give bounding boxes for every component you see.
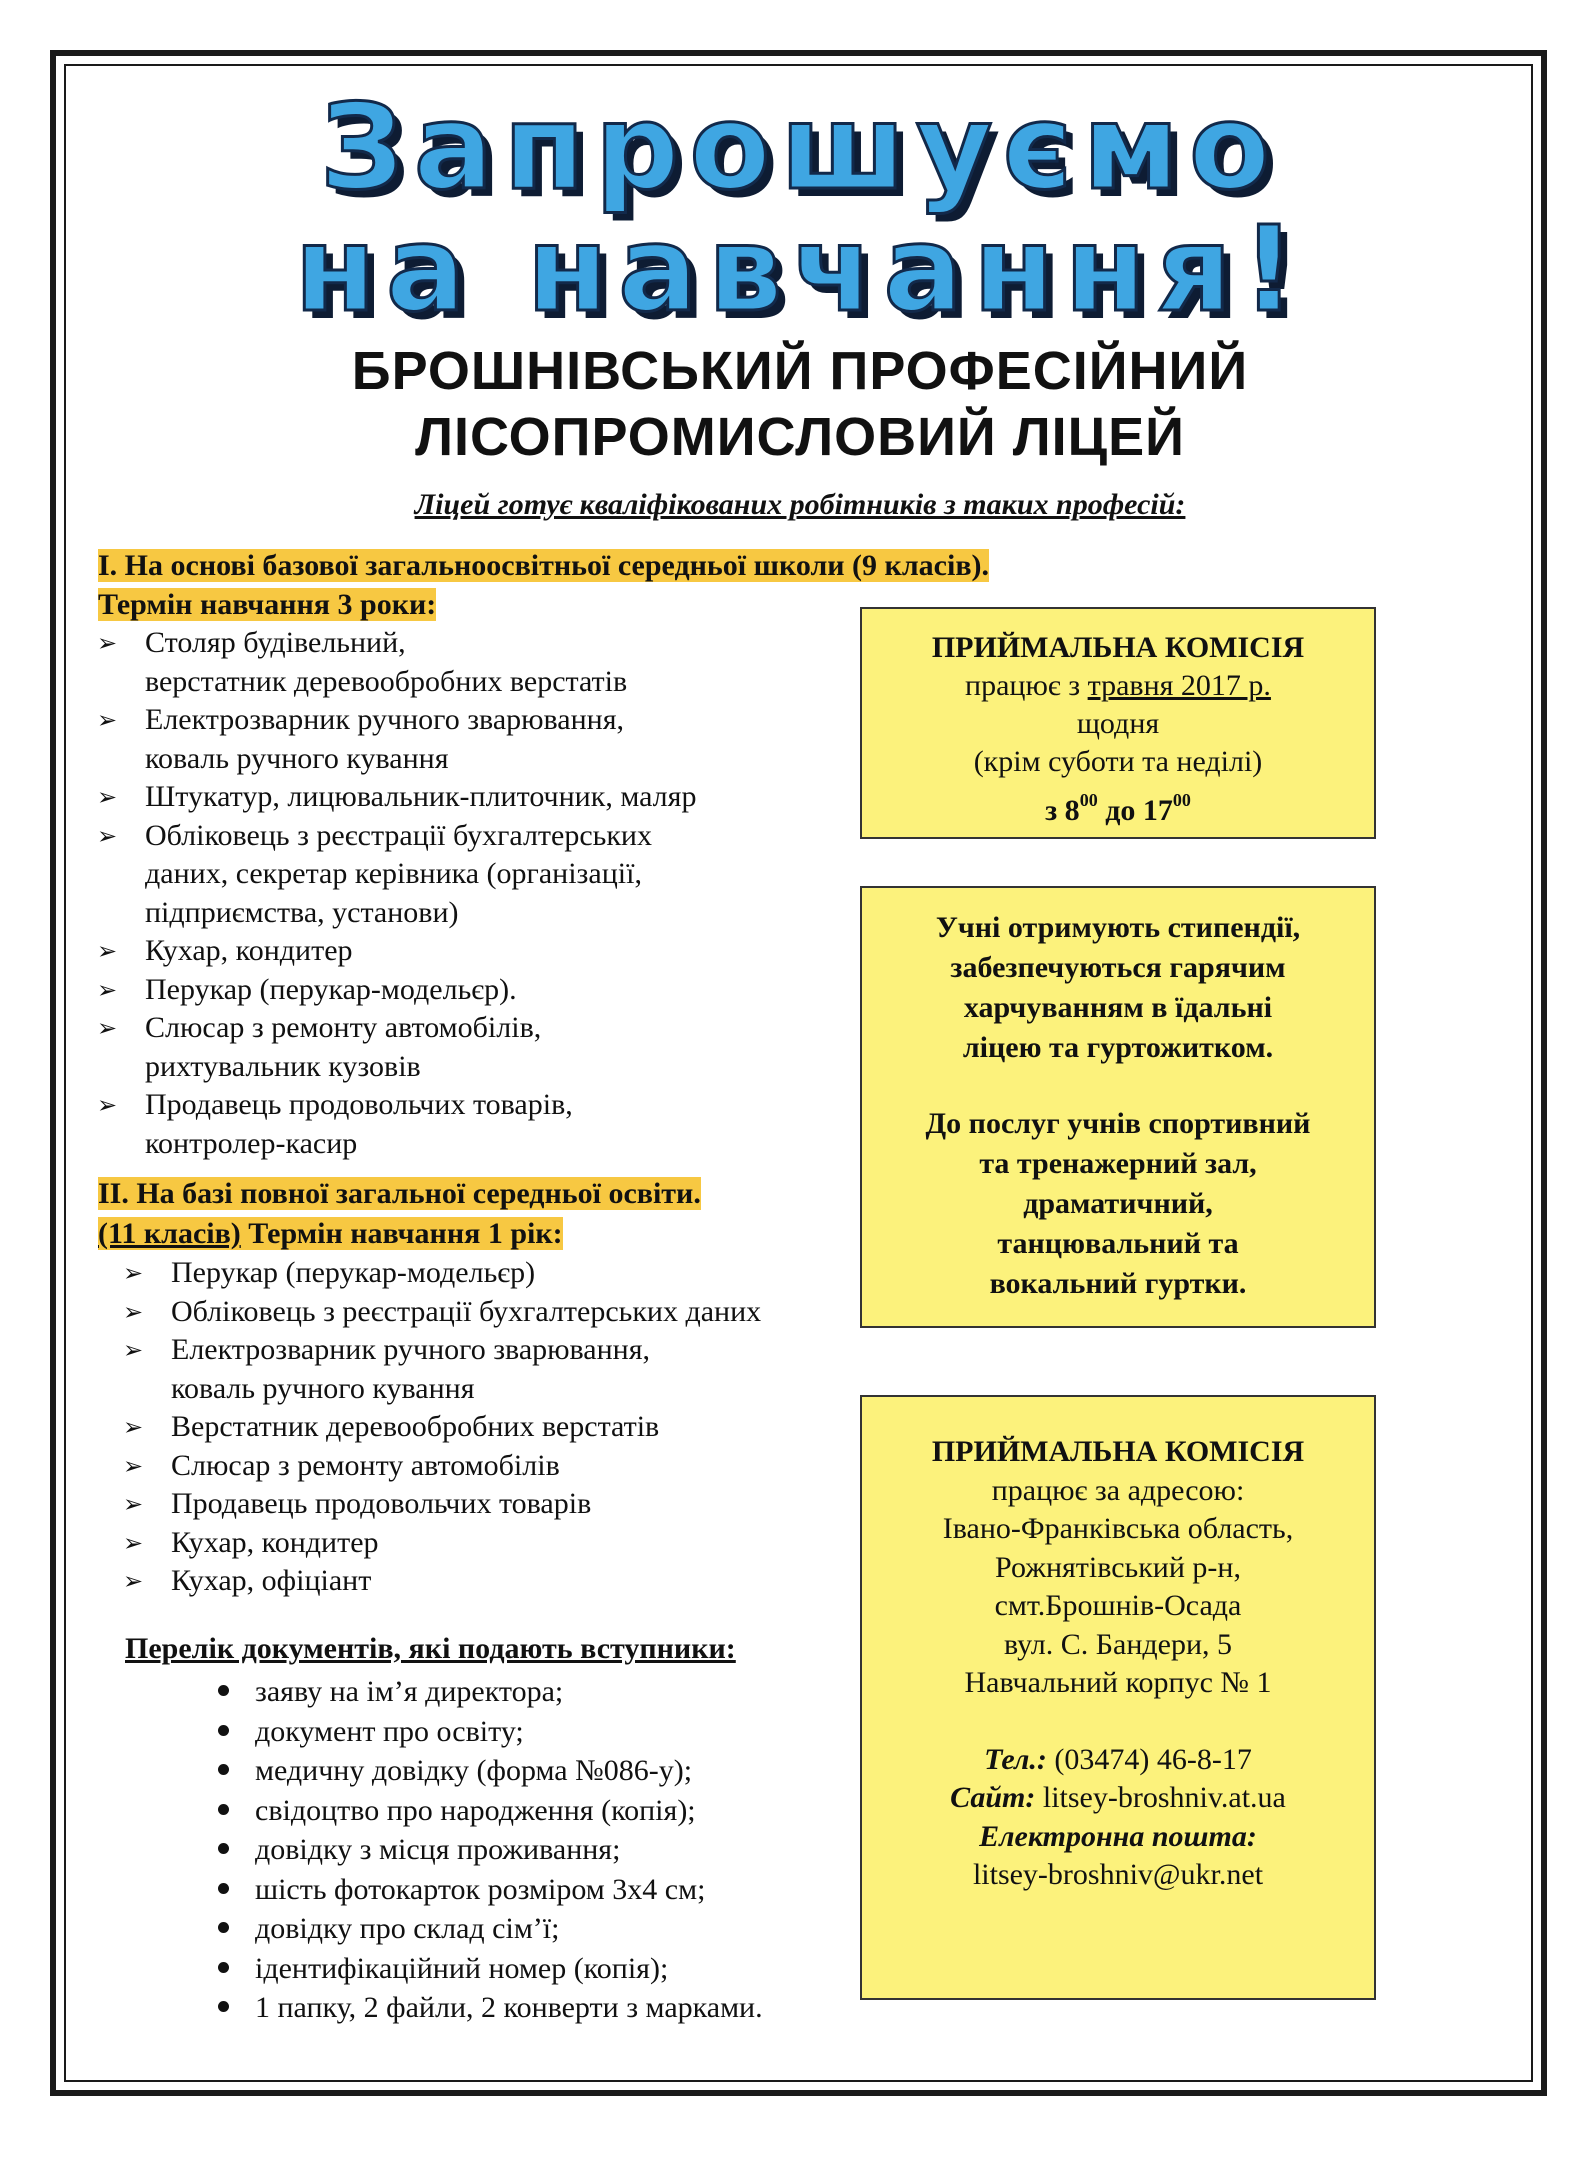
- profession-text: Електрозварник ручного зварювання,: [171, 1333, 651, 1366]
- profession-item: [97, 1086, 696, 1163]
- profession-text: Кухар, кондитер: [145, 934, 353, 967]
- profession-text: Кухар, офіціант: [171, 1564, 372, 1597]
- arrow-bullet-icon: ➢: [97, 1091, 118, 1119]
- profession-text: даних, секретар керівника (організації,: [145, 857, 642, 890]
- box-line: смт.Брошнів-Осада: [994, 1589, 1242, 1622]
- profession-text: підприємства, установи): [145, 895, 459, 929]
- headline-line-1: Запрошуємо: [319, 78, 1281, 216]
- bullet-dot-icon: [218, 1922, 229, 1933]
- website[interactable]: Сайт: litsey-broshniv.at.ua: [950, 1781, 1286, 1814]
- admission-except: (крім суботи та неділі): [973, 745, 1263, 778]
- profession-item: [97, 701, 696, 778]
- arrow-bullet-icon: ➢: [123, 1259, 144, 1287]
- bullet-dot-icon: [218, 1725, 229, 1736]
- email[interactable]: litsey-broshniv@ukr.net: [972, 1858, 1264, 1891]
- benefits-paragraph: [862, 908, 1374, 1068]
- profession-item: [123, 1331, 761, 1408]
- arrow-bullet-icon: ➢: [123, 1528, 144, 1557]
- section-1-title: I. На основі базової загальноосвітньої середньої школи (9 класів).: [98, 549, 990, 582]
- document-item: довідку з місця проживання;: [210, 1830, 763, 1870]
- box-line: драматичний,: [1023, 1187, 1213, 1220]
- section-2-term: (11 класів) Термін навчання 1 рік:: [98, 1217, 563, 1250]
- document-item: довідку про склад сім’ї;: [210, 1909, 763, 1949]
- admission-hours-box: [860, 607, 1376, 839]
- admission-daily: щодня: [1076, 707, 1160, 740]
- profession-text: Штукатур, лицювальник-плиточник, маляр: [145, 780, 697, 813]
- section-2-professions: [123, 1254, 761, 1601]
- organization-name-line-1: БРОШНІВСЬКИЙ ПРОФЕСІЙНИЙ: [351, 341, 1249, 401]
- profession-item: [123, 1485, 761, 1524]
- profession-item: [97, 971, 696, 1010]
- profession-item: [97, 932, 696, 971]
- documents-list: [210, 1672, 763, 2028]
- profession-item: [123, 1408, 761, 1447]
- profession-item: [97, 624, 696, 701]
- profession-text: Продавець продовольчих товарів: [171, 1487, 592, 1520]
- profession-text: верстатник деревообробних верстатів: [145, 664, 628, 698]
- document-item: свідоцтво про народження (копія);: [210, 1791, 763, 1831]
- profession-item: [97, 1009, 696, 1086]
- email-label: Електронна пошта:: [979, 1819, 1257, 1853]
- address-lines: [862, 1472, 1374, 1703]
- phone: Тел.: (03474) 46-8-17: [984, 1742, 1252, 1776]
- profession-text: Слюсар з ремонту автомобілів: [171, 1448, 560, 1482]
- profession-text: Слюсар з ремонту автомобілів,: [145, 1011, 542, 1044]
- arrow-bullet-icon: ➢: [97, 629, 118, 657]
- arrow-bullet-icon: ➢: [97, 1014, 118, 1042]
- box-line: харчуванням в їдальні: [963, 991, 1273, 1024]
- profession-text: коваль ручного кування: [145, 741, 449, 775]
- profession-item: [123, 1524, 761, 1563]
- bullet-dot-icon: [218, 1883, 229, 1894]
- profession-text: коваль ручного кування: [171, 1371, 475, 1405]
- bullet-dot-icon: [218, 1685, 229, 1696]
- box-line: танцювальний та: [997, 1227, 1239, 1260]
- profession-text: Верстатник деревообробних верстатів: [171, 1410, 660, 1443]
- profession-item: [123, 1254, 761, 1293]
- profession-text: Продавець продовольчих товарів,: [145, 1088, 573, 1121]
- arrow-bullet-icon: ➢: [97, 937, 118, 965]
- profession-item: [123, 1293, 761, 1332]
- admission-start: працює з травня 2017 р.: [965, 669, 1271, 702]
- profession-item: [123, 1562, 761, 1601]
- box-line: працює за адресою:: [991, 1473, 1245, 1507]
- box-line: забезпечуються гарячим: [950, 951, 1286, 984]
- profession-text: Перукар (перукар-модельєр): [171, 1256, 536, 1289]
- section-2-title: II. На базі повної загальної середньої освіти.: [98, 1177, 701, 1210]
- bullet-dot-icon: [218, 1962, 229, 1973]
- arrow-bullet-icon: ➢: [123, 1336, 144, 1364]
- headline-line-2: на навчання!: [294, 200, 1306, 338]
- profession-text: контролер-касир: [145, 1126, 358, 1160]
- arrow-bullet-icon: ➢: [123, 1297, 144, 1326]
- profession-text: Обліковець з реєстрації бухгалтерських даних: [171, 1294, 762, 1328]
- section-1-term: Термін навчання 3 роки:: [98, 588, 437, 621]
- arrow-bullet-icon: ➢: [123, 1490, 144, 1518]
- arrow-bullet-icon: ➢: [97, 821, 118, 850]
- arrow-bullet-icon: ➢: [123, 1413, 144, 1441]
- organization-name: [70, 338, 1530, 470]
- organization-name-line-2: ЛІСОПРОМИСЛОВИЙ ЛІЦЕЙ: [415, 407, 1185, 467]
- profession-text: Обліковець з реєстрації бухгалтерських: [145, 818, 652, 852]
- box-line: вул. С. Бандери, 5: [1003, 1627, 1233, 1661]
- arrow-bullet-icon: ➢: [97, 783, 118, 811]
- arrow-bullet-icon: ➢: [123, 1451, 144, 1480]
- document-item: документ про освіту;: [210, 1712, 763, 1752]
- bullet-dot-icon: [218, 2001, 229, 2012]
- box-line: До послуг учнів спортивний: [925, 1107, 1311, 1140]
- student-benefits-box: [860, 886, 1376, 1328]
- arrow-bullet-icon: ➢: [97, 975, 118, 1004]
- document-item: заяву на ім’я директора;: [210, 1672, 763, 1712]
- box-line: та тренажерний зал,: [979, 1147, 1257, 1180]
- admission-address-title: ПРИЙМАЛЬНА КОМІСІЯ: [931, 1435, 1305, 1468]
- box-line: Івано-Франківська область,: [942, 1512, 1294, 1545]
- box-line: ліцею та гуртожитком.: [962, 1031, 1274, 1064]
- profession-item: [123, 1447, 761, 1486]
- admission-time: з $8^{00}$ до $17^{00}$: [1045, 790, 1191, 827]
- profession-item: [97, 778, 696, 817]
- profession-item: [97, 817, 696, 933]
- bullet-dot-icon: [218, 1843, 229, 1854]
- profession-text: Електрозварник ручного зварювання,: [145, 703, 625, 736]
- profession-text: Перукар (перукар-модельєр).: [145, 972, 517, 1006]
- admission-address-box: [860, 1395, 1376, 2000]
- section-1-professions: [97, 624, 696, 1163]
- bullet-dot-icon: [218, 1804, 229, 1815]
- box-line: вокальний гуртки.: [989, 1267, 1247, 1300]
- box-line: Рожнятівський р-н,: [995, 1550, 1241, 1584]
- box-line: Навчальний корпус № 1: [964, 1666, 1272, 1699]
- profession-text: Кухар, кондитер: [171, 1525, 379, 1559]
- document-item: медичну довідку (форма №086-у);: [210, 1751, 763, 1791]
- document-item: шість фотокарток розміром 3х4 см;: [210, 1870, 763, 1910]
- document-item: 1 папку, 2 файли, 2 конверти з марками.: [210, 1988, 763, 2028]
- bullet-dot-icon: [218, 1764, 229, 1775]
- profession-text: Столяр будівельний,: [145, 626, 406, 659]
- document-item: ідентифікаційний номер (копія);: [210, 1949, 763, 1989]
- profession-text: рихтувальник кузовів: [145, 1049, 421, 1083]
- professions-intro: Ліцей готує кваліфікованих робітників з таких професій:: [414, 488, 1186, 521]
- box-line: Учні отримують стипендії,: [935, 911, 1301, 944]
- arrow-bullet-icon: ➢: [123, 1567, 144, 1595]
- documents-title: Перелік документів, які подають вступники:: [125, 1632, 736, 1665]
- facilities-paragraph: [862, 1104, 1374, 1304]
- admission-hours-title: ПРИЙМАЛЬНА КОМІСІЯ: [931, 631, 1305, 664]
- arrow-bullet-icon: ➢: [97, 706, 118, 734]
